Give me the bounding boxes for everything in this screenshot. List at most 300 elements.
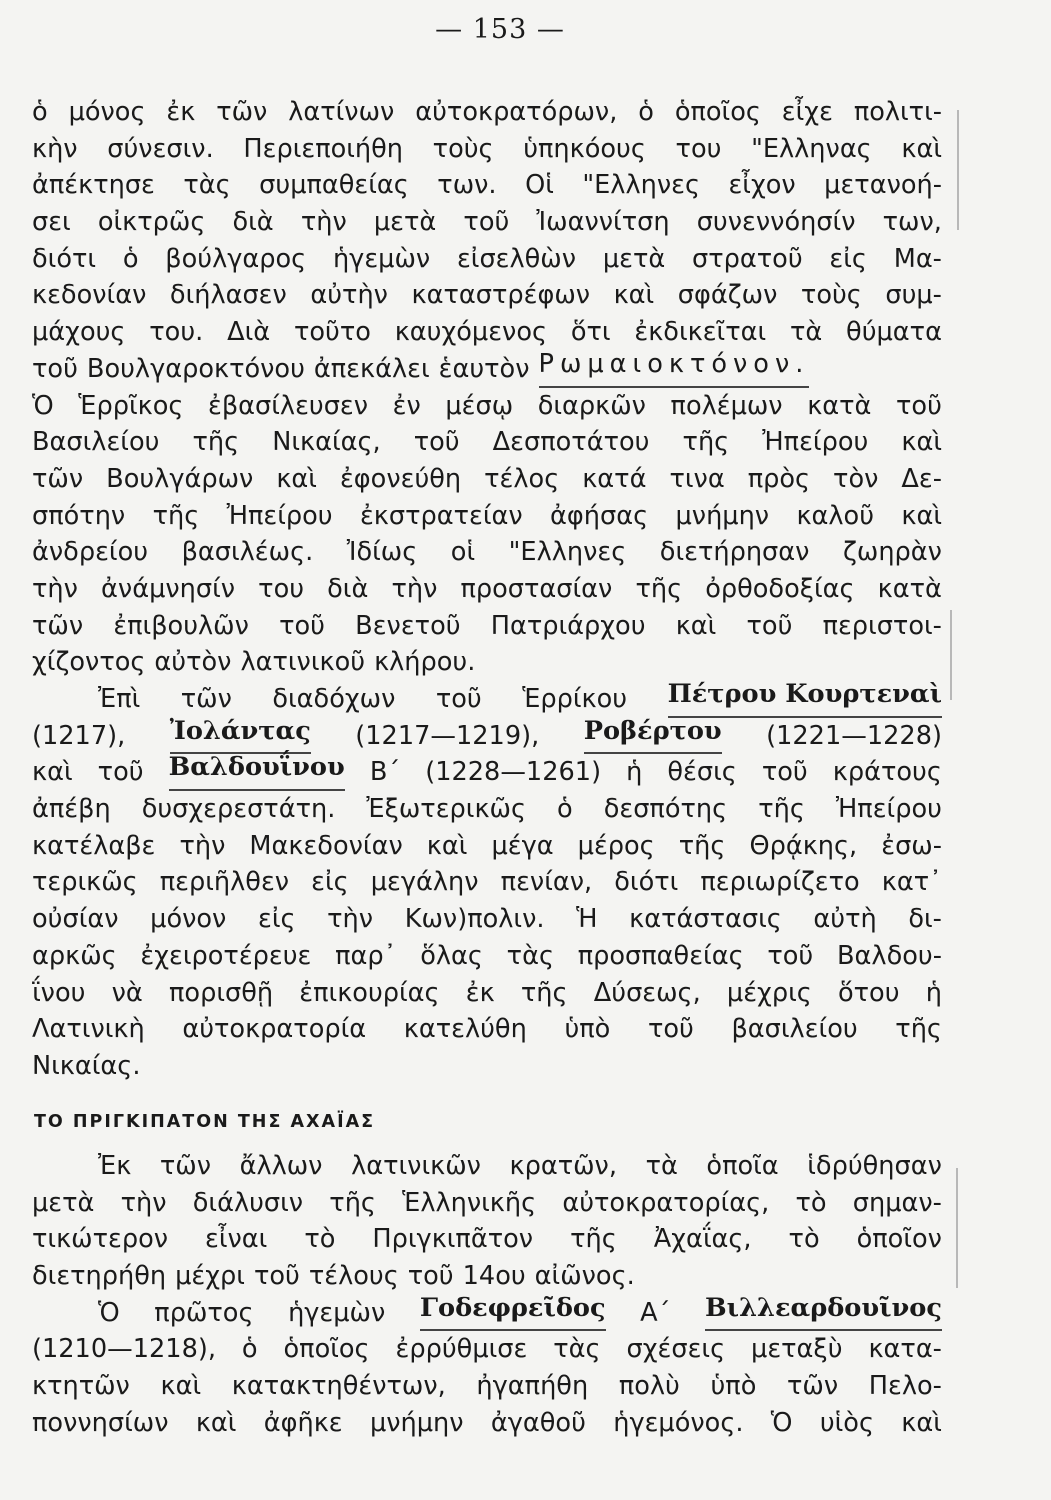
word: καὶ — [426, 830, 468, 861]
word: προσπαθείας — [577, 940, 744, 971]
word: Διὰ — [227, 317, 271, 348]
text-line — [32, 131, 942, 168]
word: Λατινικὴ — [32, 1014, 145, 1045]
word: τῆς — [152, 500, 200, 531]
text-line — [32, 681, 942, 718]
word: κράτους — [832, 757, 942, 788]
word: διότι — [614, 867, 679, 898]
word: Νικαίας. — [32, 1050, 141, 1081]
word: Ροβέρτου — [584, 718, 722, 755]
word: περιστοι- — [822, 610, 942, 641]
word: Ἠπείρου — [226, 500, 333, 531]
word: μεγάλην — [370, 867, 479, 898]
word: ὅτι — [570, 317, 611, 348]
word: Ἀχαΐας, — [653, 1224, 752, 1255]
word: Οἱ — [525, 170, 554, 201]
text-line — [32, 791, 942, 828]
word: τοῦ — [896, 390, 942, 421]
word: τοῦ — [32, 353, 78, 384]
word: διετήρησαν — [659, 537, 810, 568]
word: υἱὸς — [819, 1407, 874, 1438]
word: διάλυσιν — [192, 1187, 304, 1218]
text-block-lower — [32, 1148, 942, 1442]
word: μάχους — [32, 317, 126, 348]
word: ἠγαπήθη — [476, 1371, 589, 1402]
word: τέλος — [484, 463, 560, 494]
page-number: — 153 — — [435, 14, 565, 45]
word: Ἑλληνικῆς — [402, 1187, 537, 1218]
word: Βουλγάρων — [106, 463, 254, 494]
word: Ἰωαννίτση — [536, 207, 670, 238]
word: καὶ — [32, 757, 73, 788]
word: ἡγεμὼν — [332, 243, 431, 274]
word: καταστρέφων — [411, 280, 591, 311]
word: (1217—1219), — [355, 720, 540, 751]
word: Πατριάρχου — [490, 610, 646, 641]
word: ὁποῖον — [856, 1224, 942, 1255]
word: εἰς — [829, 243, 867, 274]
word: τῆς — [192, 427, 240, 458]
word: Δύσεως, — [593, 977, 701, 1008]
word: τῶν — [32, 463, 84, 494]
text-line — [32, 348, 942, 388]
word: Γοδεφρεῖδος — [420, 1295, 606, 1332]
word: ἡγεμόνος. — [613, 1407, 744, 1438]
text-line — [32, 94, 942, 131]
word: ἱδρύθησαν — [807, 1151, 942, 1181]
text-line — [32, 167, 942, 204]
word: ἀπεκάλει — [313, 353, 430, 384]
text-line — [32, 644, 942, 681]
word: πρῶτος — [154, 1297, 254, 1328]
word: τοὺς — [800, 280, 862, 311]
word: τικώτερον — [32, 1224, 169, 1255]
word: ὅτου — [837, 977, 900, 1008]
word: λατινικοῦ — [240, 647, 366, 678]
word: κατέλαβε — [32, 830, 156, 861]
word: καὶ — [276, 463, 317, 494]
word: ἐπικουρίας — [299, 977, 440, 1008]
word: ἐχειροτέρευε — [140, 940, 312, 971]
word: πρὸς — [747, 463, 811, 494]
word: ὁ — [32, 97, 48, 127]
word: πολέμων — [670, 390, 783, 421]
word: καυχόμενος — [394, 317, 548, 348]
word: ἡγεμὼν — [288, 1297, 386, 1328]
word: τῆς — [682, 427, 730, 458]
text-line — [32, 1221, 942, 1258]
text-line — [32, 1048, 942, 1085]
word: τοῦ — [647, 1014, 694, 1045]
word: ὁποῖος — [674, 97, 761, 127]
word: διετηρήθη — [32, 1261, 167, 1292]
word: εἰς — [257, 904, 296, 935]
word: θύματα — [846, 317, 942, 348]
text-line — [32, 571, 942, 608]
margin-pencil-mark — [957, 110, 959, 230]
word: μέχρι — [175, 1261, 245, 1292]
word: συμ- — [885, 280, 942, 311]
word: Πριγκιπᾶτον — [372, 1224, 534, 1255]
word: τῆς — [570, 1224, 617, 1255]
word: Ὁ — [770, 1407, 793, 1438]
word: θέσις — [667, 757, 737, 788]
word: ὁποῖος — [283, 1334, 370, 1365]
word: τινα — [669, 463, 725, 494]
word: Ὁ — [98, 1297, 120, 1328]
word: Μα- — [893, 243, 942, 274]
word: ἐκ — [465, 977, 495, 1008]
word: (1210—1218), — [32, 1334, 216, 1365]
word: ὅλας — [420, 940, 483, 971]
word: Δε- — [901, 463, 942, 494]
word: οὐσίαν — [32, 904, 119, 935]
word: ἀφήσας — [550, 500, 649, 531]
word: τὴν — [179, 830, 226, 861]
word: μνήμην — [675, 500, 770, 531]
word: συνεννόησίν — [696, 207, 856, 238]
word: κατ᾿ — [881, 867, 942, 898]
text-line — [32, 1368, 942, 1405]
word: σημαν- — [852, 1187, 942, 1218]
word: τοῦ — [463, 207, 510, 238]
word: λατινικῶν — [351, 1151, 481, 1181]
word: Κων)πολιν. — [404, 904, 545, 935]
word: ἡ — [626, 757, 643, 788]
text-line — [32, 1331, 942, 1368]
word: ὑπὸ — [564, 1014, 611, 1045]
word: τὰ — [645, 1151, 678, 1181]
text-line — [32, 204, 942, 241]
word: μνήμην — [369, 1407, 464, 1438]
word: καλοῦ — [796, 500, 875, 531]
word: πορισθῇ — [169, 977, 274, 1008]
word: σφάζων — [677, 280, 778, 311]
word: χίζοντος — [32, 647, 146, 678]
text-line — [32, 1148, 942, 1185]
word: καὶ — [195, 1407, 237, 1438]
word: τοῦ — [746, 610, 793, 641]
word: Βαλδου- — [837, 940, 942, 971]
word: ἐκ — [166, 97, 196, 127]
word: "Ελληνες — [582, 170, 700, 201]
word: βασιλέως. — [181, 537, 314, 568]
word: εἶναι — [205, 1224, 268, 1255]
word: Α΄ — [640, 1297, 671, 1328]
word: μόνον — [150, 904, 227, 935]
text-line — [32, 314, 942, 351]
word: ΐνου — [32, 977, 86, 1008]
word: τοῦ — [253, 1261, 300, 1292]
word: αἰῶνος. — [534, 1261, 635, 1292]
word: δεσπότης — [603, 794, 728, 825]
word: κατὰ — [877, 573, 942, 604]
word: Βενετοῦ — [355, 610, 461, 641]
word: Ρωμαιοκτόνον. — [539, 351, 810, 388]
word: τὴν — [120, 1187, 167, 1218]
word: ὑπηκόους — [523, 133, 646, 164]
word: "Ελληνας — [751, 133, 872, 164]
word: μετὰ — [373, 207, 437, 238]
word: τὰς — [506, 940, 554, 971]
word: εἰς — [311, 867, 349, 898]
word: Περιεποιήθη — [243, 133, 404, 164]
word: πολὺ — [618, 1371, 680, 1402]
word: τοῦτο — [293, 317, 371, 348]
word: αὐτὴν — [310, 280, 388, 311]
text-line — [32, 938, 942, 975]
word: Ὁ — [32, 390, 54, 421]
word: μέρος — [577, 830, 655, 861]
word: εἶχον — [728, 170, 796, 201]
word: ἀπέβη — [32, 794, 111, 825]
word: αὐτοκρατορία — [182, 1014, 367, 1045]
word: Βιλλεαρδουῖνος — [705, 1295, 942, 1332]
word: Πέτρου Κουρτεναὶ — [668, 681, 942, 718]
word: παρ᾿ — [335, 940, 397, 971]
word: ἀγαθοῦ — [490, 1407, 586, 1438]
word: Δεσποτάτου — [492, 427, 650, 458]
word: διὰ — [327, 573, 369, 604]
word: διότι — [32, 243, 97, 274]
word: κατακτηθέντων, — [231, 1371, 446, 1402]
word: Βουλγαροκτόνου — [86, 353, 305, 384]
word: ἐν — [392, 390, 421, 421]
text-line — [32, 498, 942, 535]
word: προστασίαν — [460, 573, 613, 604]
text-line — [32, 1011, 942, 1048]
word: καὶ — [901, 500, 942, 531]
word: τὰ — [789, 317, 823, 348]
word: Ἰδίως — [346, 537, 418, 568]
word: ἐκστρατείαν — [359, 500, 523, 531]
word: περιῆλθεν — [159, 867, 290, 898]
word: διαρκῶν — [537, 390, 646, 421]
text-line — [32, 1258, 942, 1295]
word: ἀνάμνησίν — [101, 573, 236, 604]
word: ὀρθοδοξίας — [705, 573, 855, 604]
word: αὐτοκρατορίας, — [562, 1187, 770, 1218]
word: τοῦ — [413, 427, 460, 458]
margin-pencil-mark — [956, 1168, 958, 1288]
word: του — [258, 573, 305, 604]
word: καὶ — [901, 133, 942, 164]
word: ὁ — [241, 1334, 258, 1365]
word: σχέσεις — [626, 1334, 726, 1365]
word: ποννησίων — [32, 1407, 169, 1438]
word: Ἑρρίκου — [522, 684, 628, 714]
word: τοῦ — [435, 684, 482, 714]
word: τὰς — [553, 1334, 601, 1365]
word: νὰ — [111, 977, 143, 1008]
word: ἐσω- — [881, 830, 942, 861]
word: βούλγαρος — [165, 243, 307, 274]
text-line — [32, 534, 942, 571]
word: τοῦ — [97, 757, 144, 788]
word: ὁ — [638, 97, 654, 127]
word: του. — [149, 317, 204, 348]
word: ἐκδικεῖται — [634, 317, 767, 348]
word: λατίνων — [288, 97, 395, 127]
word: τὴν — [32, 573, 78, 604]
word: διαδόχων — [272, 684, 396, 714]
word: καὶ — [901, 1407, 942, 1438]
text-line — [32, 1185, 942, 1222]
word: μετὰ — [602, 243, 666, 274]
word: ὁποῖα — [706, 1151, 779, 1181]
word: τῶν — [159, 1151, 211, 1181]
word: ὑπὸ — [710, 1371, 757, 1402]
word: τὴν — [300, 207, 347, 238]
word: ὁ — [557, 794, 573, 825]
word: Ἠπείρου — [762, 427, 869, 458]
text-line — [32, 1292, 942, 1332]
word: "Ελληνες — [508, 537, 627, 568]
text-line — [32, 864, 942, 901]
margin-pencil-mark — [950, 610, 952, 700]
word: Νικαίας, — [272, 427, 381, 458]
word: Μακεδονίαν — [249, 830, 403, 861]
word: σπότην — [32, 500, 126, 531]
word: μετὰ — [32, 1187, 95, 1218]
word: καὶ — [901, 427, 942, 458]
word: τοὺς — [432, 133, 494, 164]
word: ἄλλων — [239, 1151, 323, 1181]
word: κεδονίαν — [32, 280, 147, 311]
text-line — [32, 608, 942, 645]
word: τερικῶς — [32, 867, 138, 898]
word: καὶ — [613, 280, 655, 311]
text-line — [32, 388, 942, 425]
word: κατελύθη — [403, 1014, 527, 1045]
word: τὸ — [304, 1224, 336, 1255]
word: τῆς — [678, 830, 726, 861]
text-line — [32, 241, 942, 278]
word: αὐτὸν — [154, 647, 232, 678]
text-line — [32, 754, 942, 791]
text-line — [32, 901, 942, 938]
word: κατὰ — [807, 390, 872, 421]
word: πολιτι- — [853, 97, 942, 127]
word: Ἡ — [576, 904, 598, 935]
word: τῶν — [787, 1371, 839, 1402]
section-heading: ΤΟ ΠΡΙΓΚΙΠΑΤΟΝ ΤΗΣ ΑΧΑΪΑΣ — [34, 1112, 376, 1132]
word: Ἐπὶ — [98, 684, 141, 714]
word: μόνος — [68, 97, 146, 127]
word: τῶν — [32, 610, 84, 641]
word: κατα- — [868, 1334, 942, 1365]
word: ἀπέκτησε — [32, 170, 155, 201]
text-line — [32, 828, 942, 865]
text-line — [32, 1405, 942, 1442]
word: ζωηρὰν — [842, 537, 942, 568]
word: τοῦ — [767, 940, 814, 971]
word: (1217), — [32, 720, 126, 751]
word: τῆς — [895, 1014, 942, 1045]
word: τῆς — [329, 1187, 376, 1218]
word: μεταξὺ — [751, 1334, 843, 1365]
word: Θρᾴκης, — [749, 830, 858, 861]
word: αὐτὴ — [813, 904, 877, 935]
word: διὰ — [232, 207, 274, 238]
word: πενίαν, — [500, 867, 593, 898]
word: ἐρρύθμισε — [395, 1334, 528, 1365]
word: αὐτοκρατόρων, — [415, 97, 618, 127]
word: τῆς — [635, 573, 683, 604]
word: βασιλείου — [731, 1014, 858, 1045]
word: ὁ — [122, 243, 139, 274]
word: καὶ — [675, 610, 717, 641]
text-line — [32, 424, 942, 461]
word: σύνεσιν. — [107, 133, 214, 164]
word: δι- — [908, 904, 942, 935]
word: μέχρις — [726, 977, 812, 1008]
word: εἰσελθὼν — [456, 243, 577, 274]
word: τὴν — [391, 573, 438, 604]
word: δυσχερεστάτη. — [141, 794, 336, 825]
word: Ἰολάντας — [170, 718, 311, 755]
word: Πελο- — [868, 1371, 942, 1402]
word: ἐφονεύθη — [339, 463, 462, 494]
word: τοῦ — [279, 610, 325, 641]
word: σει — [32, 207, 71, 238]
word: Ἐκ — [98, 1151, 132, 1181]
word: οἱ — [450, 537, 476, 568]
word: τὰς — [183, 170, 231, 201]
word: τοῦ — [407, 1261, 454, 1292]
text-line — [32, 715, 942, 755]
word: τέλους — [308, 1261, 399, 1292]
word: του — [675, 133, 722, 164]
word: 14ου — [462, 1261, 526, 1292]
word: περιωρίζετο — [700, 867, 860, 898]
word: Ἠπείρου — [835, 794, 942, 825]
word: συμπαθείας — [259, 170, 409, 201]
text-line — [32, 277, 942, 314]
word: ἐπιβουλῶν — [113, 610, 249, 641]
word: τῶν — [180, 684, 232, 714]
word: κρατῶν, — [509, 1151, 617, 1181]
word: των, — [882, 207, 942, 238]
word: των. — [437, 170, 497, 201]
word: Β΄ — [369, 757, 401, 788]
text-line — [32, 461, 942, 498]
word: στρατοῦ — [692, 243, 803, 274]
word: τῆς — [758, 794, 805, 825]
word: τοῦ — [761, 757, 808, 788]
word: τῆς — [520, 977, 568, 1008]
word: μετανοή- — [824, 170, 942, 201]
word: (1221—1228) — [766, 720, 942, 751]
word: μέγα — [491, 830, 554, 861]
word: τὸν — [833, 463, 879, 494]
word: Βαλδουΐνου — [169, 754, 345, 791]
word: οἰκτρῶς — [97, 207, 206, 238]
word: κτητῶν — [32, 1371, 130, 1402]
word: ἐβασίλευσεν — [208, 390, 369, 421]
word: Ἑρρῖκος — [78, 390, 184, 421]
word: τὸ — [788, 1224, 820, 1255]
word: κατάστασις — [629, 904, 782, 935]
text-line — [32, 975, 942, 1012]
word: διήλασεν — [169, 280, 287, 311]
word: Ἐξωτερικῶς — [366, 794, 526, 825]
word: Βασιλείου — [32, 427, 160, 458]
word: μέσῳ — [445, 390, 514, 421]
word: κὴν — [32, 133, 78, 164]
word: καὶ — [160, 1371, 202, 1402]
word: τῶν — [216, 97, 268, 127]
